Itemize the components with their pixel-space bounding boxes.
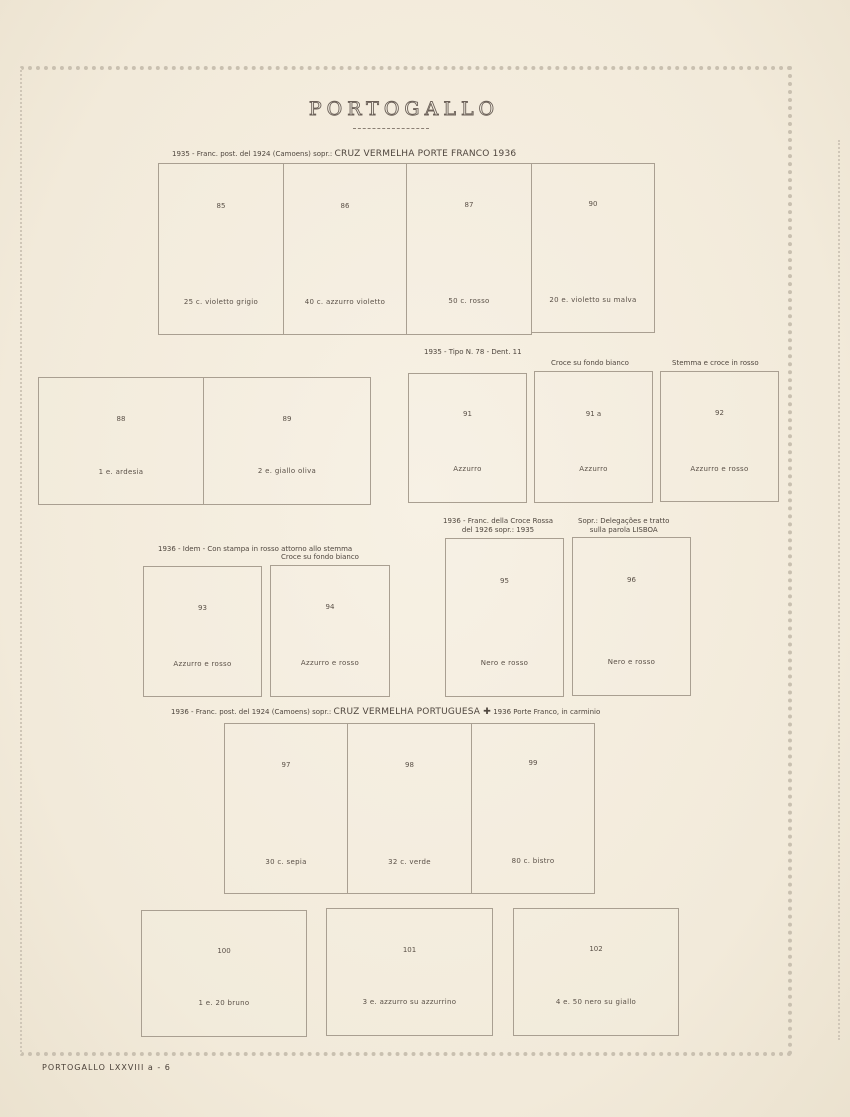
page-edge [838,140,844,1040]
stamp-number: 87 [464,201,474,209]
stamp-number: 101 [402,946,417,954]
stamp-description: 3 e. azzurro su azzurrino [362,998,457,1006]
stamp-slot [143,566,262,697]
title-underline [353,128,429,129]
stamp-number: 98 [405,761,414,769]
stamp-slot [660,371,779,502]
stamp-description: Nero e rosso [607,658,656,666]
stamp-slot [347,723,472,894]
caption-tail: 1936 Porte Franco, in carminio [493,708,601,716]
stamp-description: 1 e. ardesia [98,468,144,476]
stamp-number: 89 [282,415,292,423]
stamp-slot [471,723,595,894]
stamp-number: 100 [217,947,231,955]
stamp-slot [158,163,284,335]
section-1-caption [172,150,516,159]
stamp-description: Azzurro e rosso [690,465,749,473]
caption-line: del 1926 sopr.: 1935 [461,526,535,534]
stamp-description: 30 c. sepia [265,858,307,866]
stamp-slot [408,373,527,503]
stamp-number: 90 [588,200,598,208]
stamp-number: 94 [325,603,335,611]
page-title: PORTOGALLO [308,98,500,120]
stamp-number: 95 [500,577,509,585]
stamp-description: 25 c. violetto grigio [183,298,259,306]
stamp-slot [203,377,371,505]
stamp-number: 91 a [585,410,602,418]
caption-text: 1936 - Franc. post. del 1924 (Camoens) sopr.: [171,708,332,716]
stamp-number: 102 [589,945,603,953]
caption-line: Sopr.: Delegações e tratto [578,517,670,525]
stamp-description: Azzurro e rosso [173,660,232,668]
stamp-number: 85 [216,202,226,210]
section-5-subcaption [578,517,669,535]
stamp-slot [513,908,679,1036]
caption-overprint: CRUZ VERMELHA PORTE FRANCO 1936 [334,149,517,159]
section-5-caption [443,517,553,535]
stamp-description: 50 c. rosso [448,297,490,305]
stamp-number: 88 [116,415,126,423]
stamp-slot [141,910,307,1037]
stamp-slot [224,723,348,894]
stamp-slot [38,377,204,505]
stamp-slot [572,537,691,696]
caption-line: sulla parola LISBOA [589,526,658,534]
stamp-number: 86 [340,202,350,210]
section-3-caption: 1935 - Tipo N. 78 - Dent. 11 [424,348,522,356]
stamp-description: Nero e rosso [480,659,529,667]
stamp-description: Azzurro [579,465,608,473]
stamp-description: 1 e. 20 bruno [198,999,250,1007]
stamp-description: 40 c. azzurro violetto [304,298,386,306]
stamp-number: 91 [463,410,472,418]
caption-text: 1935 - Franc. post. del 1924 (Camoens) sopr.: [172,150,333,158]
stamp-description: Azzurro e rosso [300,659,360,667]
stamp-slot [534,371,653,503]
stamp-description: 80 c. bistro [511,857,555,865]
stamp-description: 32 c. verde [388,858,431,866]
stamp-slot [406,163,532,335]
stamp-slot [531,163,655,333]
page-footer: PORTOGALLO LXXVIII a - 6 [42,1063,171,1072]
stamp-description: 2 e. giallo oliva [257,467,317,475]
caption-line: 1936 - Franc. della Croce Rossa [443,517,554,525]
stamp-description: 20 e. violetto su malva [549,296,637,304]
stamp-number: 99 [528,759,538,767]
stamp-number: 92 [715,409,724,417]
section-4-subcaption: Croce su fondo bianco [281,553,359,561]
stamp-slot [270,565,390,697]
stamp-number: 96 [627,576,636,584]
stamp-description: Azzurro [453,465,482,473]
caption-overprint: CRUZ VERMELHA PORTUGUESA ✚ [333,707,491,717]
stamp-slot [445,538,564,697]
section-3-subcaption: Croce su fondo bianco [551,359,629,367]
stamp-description: 4 e. 50 nero su giallo [555,998,637,1006]
section-4-caption: 1936 - Idem - Con stampa in rosso attorno allo stemma [158,545,353,553]
stamp-slot [283,163,407,335]
stamp-number: 97 [281,761,291,769]
section-3-subcaption: Stemma e croce in rosso [672,359,759,367]
stamp-slot [326,908,493,1036]
stamp-number: 93 [198,604,207,612]
section-6-caption [171,708,600,717]
